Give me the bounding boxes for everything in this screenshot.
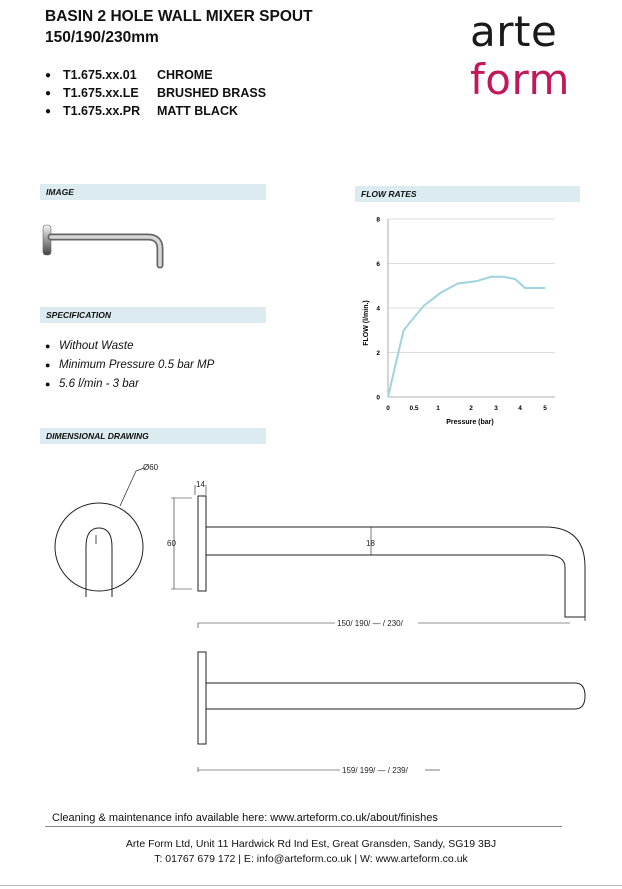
chart-x-label: Pressure (bar) — [446, 419, 494, 426]
chart-gridlines — [388, 219, 555, 353]
product-code: T1.675.xx.01 — [63, 68, 137, 82]
section-specification-header: SPECIFICATION — [40, 307, 266, 323]
product-item — [45, 102, 266, 120]
page-title — [45, 6, 313, 48]
x-tick-label: 0 — [386, 405, 390, 412]
product-finish: CHROME — [157, 68, 213, 82]
side-view-1-plate — [198, 496, 206, 591]
spec-item — [45, 374, 214, 393]
footer-divider — [45, 826, 562, 827]
pipe-diameter-label: 18 — [366, 539, 375, 548]
x-tick-label: 4 — [518, 405, 522, 412]
flow-rate-chart — [355, 205, 585, 430]
product-item — [45, 84, 266, 102]
side-view-1-spout — [206, 527, 585, 617]
product-code: T1.675.xx.LE — [63, 86, 139, 100]
bullet-icon: ● — [45, 105, 52, 117]
length-label-2: 159/ 199/ — / 239/ — [342, 766, 408, 775]
chart-x-ticks — [386, 405, 547, 412]
specification-list — [45, 336, 214, 393]
product-code: T1.675.xx.PR — [63, 104, 141, 118]
y-tick-label: 0 — [376, 394, 380, 402]
product-finish: MATT BLACK — [157, 104, 238, 118]
bullet-icon: ● — [45, 340, 51, 351]
front-view-plate — [55, 503, 143, 591]
bullet-icon: ● — [45, 69, 52, 81]
section-flow-rates-header: FLOW RATES — [355, 186, 580, 202]
y-tick-label: 2 — [376, 350, 380, 357]
section-image-header: IMAGE — [40, 184, 266, 200]
x-tick-label: 3 — [494, 405, 498, 412]
x-tick-label: 5 — [543, 405, 547, 412]
company-address: Arte Form Ltd, Unit 11 Hardwick Rd Ind Est, Great Gransden, Sandy, SG19 3BJ — [125, 838, 497, 850]
spec-text: 5.6 l/min - 3 bar — [59, 377, 139, 390]
side-view-2-plate — [198, 652, 206, 744]
flow-series-line — [388, 277, 545, 397]
y-tick-label: 6 — [376, 261, 380, 268]
spec-item — [45, 336, 214, 355]
company-contact: T: 01767 679 172 | E: info@arteform.co.uk | W: www.arteform.co.uk — [154, 853, 468, 865]
chart-y-ticks — [376, 217, 380, 402]
title-line-1: BASIN 2 HOLE WALL MIXER SPOUT — [45, 8, 313, 25]
y-tick-label: 8 — [376, 216, 380, 224]
chart-y-label: FLOW (l/min.) — [363, 300, 370, 346]
product-item — [45, 66, 266, 84]
side-view-2-spout — [206, 683, 585, 709]
product-spout-image — [40, 215, 170, 270]
logo-form: form — [470, 55, 570, 104]
y-tick-label: 4 — [376, 305, 380, 313]
spec-text: Minimum Pressure 0.5 bar MP — [59, 358, 215, 371]
page-bottom-rule — [0, 885, 622, 886]
section-dimensional-drawing-header: DIMENSIONAL DRAWING — [40, 428, 266, 444]
bullet-icon: ● — [45, 87, 52, 99]
spec-item — [45, 355, 214, 374]
title-line-2: 150/190/230mm — [45, 29, 159, 46]
spec-text: Without Waste — [59, 339, 134, 352]
dimensional-drawing — [40, 455, 600, 790]
diameter-leader — [120, 468, 144, 506]
thickness-label: 14 — [196, 480, 205, 489]
x-tick-label: 2 — [469, 405, 473, 412]
length-label: 150/ 190/ — / 230/ — [337, 619, 403, 628]
height-label: 60 — [167, 539, 176, 548]
logo-arte: arte — [470, 7, 558, 56]
x-tick-label: 0.5 — [409, 405, 419, 412]
arteform-logo — [470, 8, 590, 104]
bullet-icon: ● — [45, 378, 51, 389]
product-finish: BRUSHED BRASS — [157, 86, 267, 100]
diameter-label: Ø60 — [143, 463, 159, 472]
product-list — [45, 66, 266, 120]
x-tick-label: 1 — [436, 405, 440, 412]
bullet-icon: ● — [45, 359, 51, 370]
front-view-spout — [86, 528, 112, 597]
cleaning-info: Cleaning & maintenance info available here: www.arteform.co.uk/about/finishes — [52, 812, 438, 824]
